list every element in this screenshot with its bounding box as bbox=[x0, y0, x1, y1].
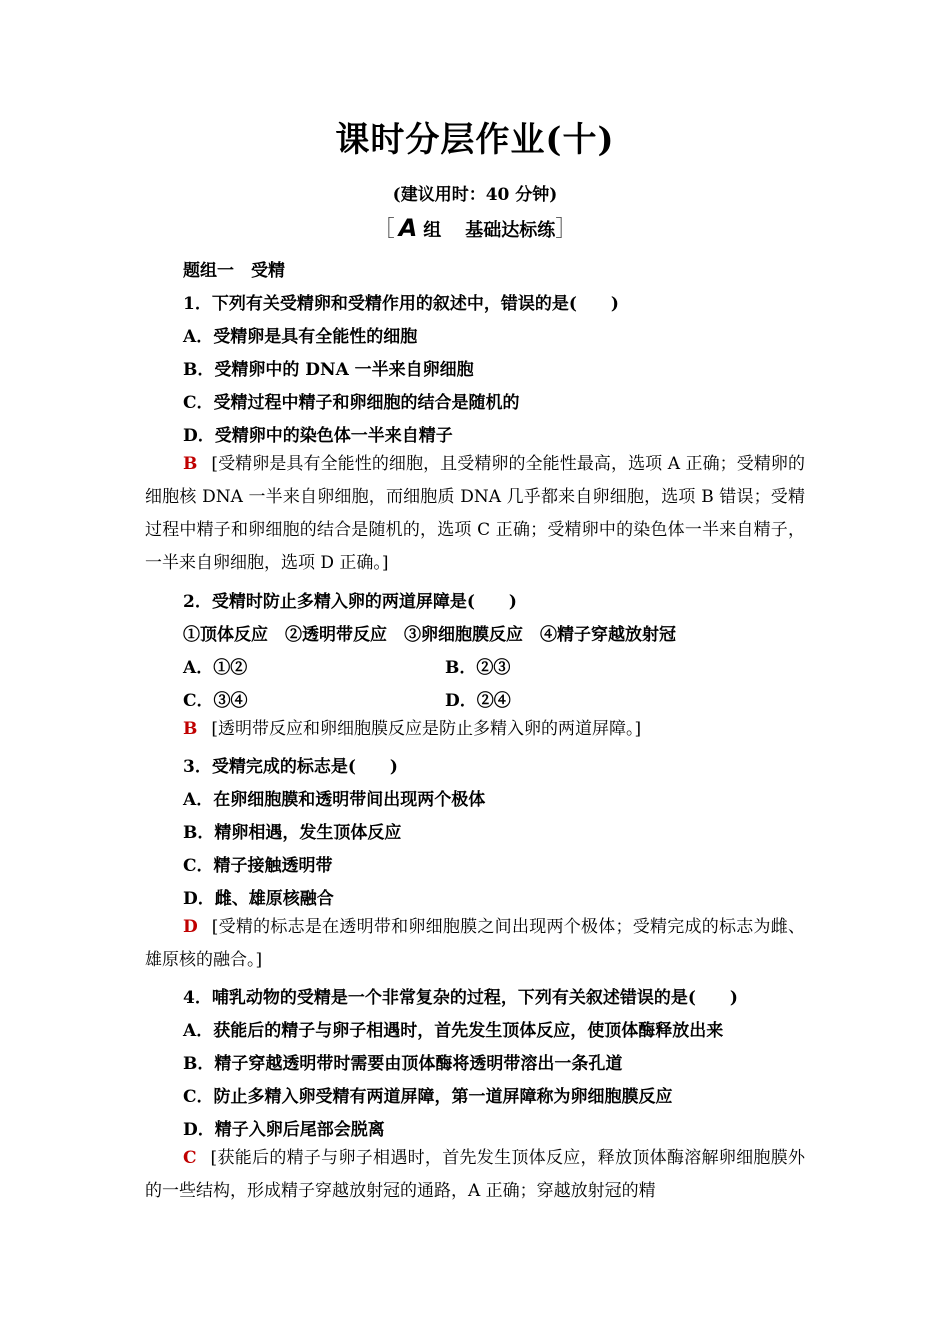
q4-option-c: C．防止多精入卵受精有两道屏障，第一道屏障称为卵细胞膜反应 bbox=[183, 1087, 673, 1107]
q3-explanation: [受精的标志是在透明带和卵细胞膜之间出现两个极体；受精完成的标志为雌、雄原核的融合。] bbox=[145, 917, 805, 970]
q1-option-b: B．受精卵中的 DNA 一半来自卵细胞 bbox=[183, 360, 474, 380]
q2-option-c: C．③④ bbox=[183, 691, 248, 711]
q4-answer-block bbox=[145, 1142, 805, 1208]
suggested-time: (建议用时：40 分钟) bbox=[392, 185, 558, 205]
section-heading: 题组一 受精 bbox=[183, 261, 285, 281]
q1-option-a: A．受精卵是具有全能性的细胞 bbox=[183, 327, 418, 347]
q2-option-d: D．②④ bbox=[445, 691, 511, 711]
q4-option-d: D．精子入卵后尾部会脱离 bbox=[183, 1120, 385, 1140]
q3-stem: 3．受精完成的标志是( ) bbox=[183, 757, 398, 777]
q3-answer: D bbox=[183, 917, 198, 937]
q3-option-a: A．在卵细胞膜和透明带间出现两个极体 bbox=[183, 790, 486, 810]
q4-answer: C bbox=[183, 1148, 197, 1168]
q3-answer-block bbox=[145, 911, 805, 977]
group-label: 基础达标练 bbox=[465, 220, 556, 241]
q4-stem: 4．哺乳动物的受精是一个非常复杂的过程，下列有关叙述错误的是( ) bbox=[183, 988, 738, 1008]
page-title: 课时分层作业(十) bbox=[335, 120, 615, 160]
q2-option-b: B．②③ bbox=[445, 658, 511, 678]
q3-option-d: D．雌、雄原核融合 bbox=[183, 889, 334, 909]
q4-option-b: B．精子穿越透明带时需要由顶体酶将透明带溶出一条孔道 bbox=[183, 1054, 623, 1074]
group-letter: A bbox=[398, 214, 418, 242]
q2-items: ①顶体反应 ②透明带反应 ③卵细胞膜反应 ④精子穿越放射冠 bbox=[183, 625, 676, 645]
q3-option-b: B．精卵相遇，发生顶体反应 bbox=[183, 823, 402, 843]
q4-option-a: A．获能后的精子与卵子相遇时，首先发生顶体反应，使顶体酶释放出来 bbox=[183, 1021, 724, 1041]
q2-stem: 2．受精时防止多精入卵的两道屏障是( ) bbox=[183, 592, 517, 612]
group-heading bbox=[0, 212, 950, 243]
q1-answer: B bbox=[183, 454, 198, 474]
bracket-open: ［ bbox=[372, 217, 395, 242]
q2-answer: B bbox=[183, 719, 198, 739]
q1-option-d: D．受精卵中的染色体一半来自精子 bbox=[183, 426, 453, 446]
group-name: 组 bbox=[423, 220, 442, 241]
q2-answer-block bbox=[145, 713, 805, 746]
bracket-close: ］ bbox=[555, 217, 578, 242]
q1-stem: 1．下列有关受精卵和受精作用的叙述中，错误的是( ) bbox=[183, 294, 619, 314]
q3-option-c: C．精子接触透明带 bbox=[183, 856, 333, 876]
q2-option-a: A．①② bbox=[183, 658, 248, 678]
q1-answer-block bbox=[145, 448, 805, 580]
q1-option-c: C．受精过程中精子和卵细胞的结合是随机的 bbox=[183, 393, 520, 413]
q4-explanation: [获能后的精子与卵子相遇时，首先发生顶体反应，释放顶体酶溶解卵细胞膜外的一些结构，形成精子穿越放射冠的通路，A 正确；穿越放射冠的精 bbox=[145, 1148, 805, 1201]
q1-explanation: [受精卵是具有全能性的细胞，且受精卵的全能性最高，选项 A 正确；受精卵的细胞核 DNA 一半来自卵细胞，而细胞质 DNA 几乎都来自卵细胞，选项 B 错误；受精过程中精子和卵细胞的结合是随机的，选项 C 正确；受精卵中的染色体一半来自精子，一半来自卵细胞，选项 D 正确。] bbox=[145, 454, 805, 573]
q2-explanation: [透明带反应和卵细胞膜反应是防止多精入卵的两道屏障。] bbox=[211, 719, 642, 739]
